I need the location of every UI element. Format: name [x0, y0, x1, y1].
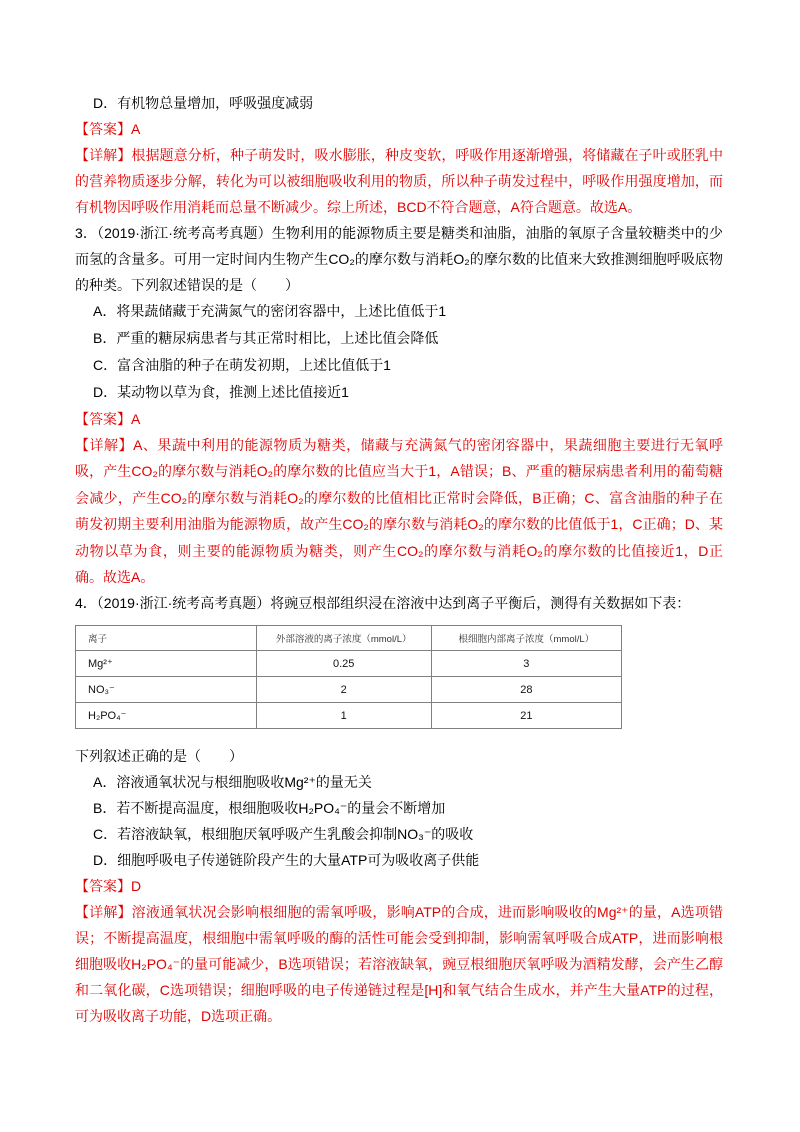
option-text: 将果蔬储藏于充满氮气的密闭容器中，上述比值低于1 [116, 303, 447, 319]
option-letter: B． [93, 330, 117, 346]
explanation-label: 【详解】 [75, 147, 132, 163]
table-header-row [76, 626, 622, 651]
page-content [75, 90, 723, 1029]
question-source: （2019·浙江·统考高考真题） [96, 595, 271, 612]
ion-concentration-table [75, 625, 622, 729]
answer-line [75, 116, 723, 142]
answer-label: 【答案】 [75, 411, 131, 427]
option-letter: B． [93, 800, 117, 817]
internal-value-cell: 3 [431, 651, 621, 677]
option-text: 某动物以草为食，推测上述比值接近1 [117, 384, 349, 400]
option-text: 严重的糖尿病患者与其正常时相比，上述比值会降低 [116, 330, 439, 346]
answer-label: 【答案】 [75, 121, 131, 137]
option-letter: D． [93, 384, 118, 400]
question-prompt: 下列叙述正确的是（ ） [75, 748, 243, 765]
question-3 [75, 220, 723, 590]
explanation [75, 899, 723, 1029]
header-external-concentration: 外部溶液的离子浓度（mmol/L） [256, 626, 431, 651]
explanation-label: 【详解】 [75, 904, 132, 921]
option-text: 有机物总量增加，呼吸强度减弱 [117, 95, 314, 111]
option-d [75, 379, 723, 406]
explanation [75, 142, 723, 220]
option-letter: D． [93, 852, 118, 869]
explanation-text: A、果蔬中利用的能源物质为糖类，储藏与充满氮气的密闭容器中，果蔬细胞主要进行无氧呼吸，产生CO₂的摩尔数与消耗O₂的摩尔数的比值应当大于1，A错误；B、严重的糖尿病患者利用的葡萄糖会减少，产生CO₂的摩尔数与消耗O₂的摩尔数的比值相比正常时会降低，B正确；C、富含油脂的种子在萌发初期主要利用油脂为能源物质，故产生CO₂的摩尔数与消耗O₂的摩尔数的比值低于1，C正确；D、某动物以草为食，则主要的能源物质为糖类，则产生CO₂的摩尔数与消耗O₂的摩尔数的比值接近1，D正确。故选A。 [75, 437, 723, 586]
option-text: 富含油脂的种子在萌发初期，上述比值低于1 [117, 357, 391, 373]
question-stem [75, 220, 723, 298]
option-a [75, 769, 723, 795]
question-number: 3． [75, 225, 97, 241]
option-d [75, 90, 723, 116]
option-b [75, 795, 723, 821]
table-row [76, 703, 622, 729]
question-source: （2019·浙江·统考高考真题） [97, 225, 272, 241]
internal-value-cell: 28 [431, 677, 621, 703]
option-letter: C． [93, 357, 118, 373]
explanation-label: 【详解】 [75, 437, 134, 453]
question-number: 4． [75, 595, 97, 612]
answer-line [75, 406, 723, 432]
question-text: 生物利用的能源物质主要是糖类和油脂，油脂的氧原子含量较糖类中的少而氢的含量多。可用一定时间内生物产生CO₂的摩尔数与消耗O₂的摩尔数的比值来大致推测细胞呼吸底物的种类。下列叙述错误的是（ ） [75, 225, 723, 293]
ion-cell: NO₃⁻ [76, 677, 257, 703]
question-stem [75, 590, 723, 616]
ion-cell: Mg²⁺ [76, 651, 257, 677]
ion-cell: H₂PO₄⁻ [76, 703, 257, 729]
answer-value: D [131, 878, 142, 895]
option-text: 若溶液缺氧，根细胞厌氧呼吸产生乳酸会抑制NO₃⁻的吸收 [117, 826, 474, 843]
option-letter: A． [93, 774, 117, 791]
explanation-text: 根据题意分析，种子萌发时，吸水膨胀，种皮变软，呼吸作用逐渐增强，将储藏在子叶或胚乳中的营养物质逐步分解，转化为可以被细胞吸收利用的物质，所以种子萌发过程中，呼吸作用强度增加，而有机物因呼吸作用消耗而总量不断减少。综上所述，BCD不符合题意，A符合题意。故选A。 [75, 147, 724, 215]
question-text: 将豌豆根部组织浸在溶液中达到离子平衡后，测得有关数据如下表： [270, 595, 691, 612]
table-row [76, 651, 622, 677]
option-text: 溶液通氧状况与根细胞吸收Mg²⁺的量无关 [116, 774, 372, 791]
option-letter: C． [93, 826, 118, 843]
header-ion: 离子 [76, 626, 257, 651]
option-c [75, 352, 723, 379]
external-value-cell: 2 [256, 677, 431, 703]
explanation [75, 432, 723, 590]
header-internal-concentration: 根细胞内部离子浓度（mmol/L） [431, 626, 621, 651]
option-letter: A． [93, 303, 117, 319]
answer-line [75, 873, 723, 899]
option-c [75, 821, 723, 847]
explanation-text: 溶液通氧状况会影响根细胞的需氧呼吸，影响ATP的合成，进而影响吸收的Mg²⁺的量，A选项错误；不断提高温度，根细胞中需氧呼吸的酶的活性可能会受到抑制，影响需氧呼吸合成ATP，进而影响根细胞吸收H₂PO₄⁻的量可能减少，B选项错误；若溶液缺氧，豌豆根细胞厌氧呼吸为酒精发酵，会产生乙醇和二氧化碳，C选项错误；细胞呼吸的电子传递链过程是[H]和氧气结合生成水，并产生大量ATP的过程，可为吸收离子功能，D选项正确。 [75, 904, 724, 1025]
table-row [76, 677, 622, 703]
external-value-cell: 0.25 [256, 651, 431, 677]
internal-value-cell: 21 [431, 703, 621, 729]
option-text: 若不断提高温度，根细胞吸收H₂PO₄⁻的量会不断增加 [116, 800, 446, 817]
option-d [75, 847, 723, 873]
previous-question [75, 90, 723, 220]
option-text: 细胞呼吸电子传递链阶段产生的大量ATP可为吸收离子供能 [117, 852, 480, 869]
question-4 [75, 590, 723, 1029]
answer-value: A [131, 121, 141, 137]
option-letter: D． [93, 95, 118, 111]
answer-label: 【答案】 [75, 878, 131, 895]
option-b [75, 325, 723, 352]
external-value-cell: 1 [256, 703, 431, 729]
option-a [75, 298, 723, 325]
answer-value: A [131, 411, 141, 427]
